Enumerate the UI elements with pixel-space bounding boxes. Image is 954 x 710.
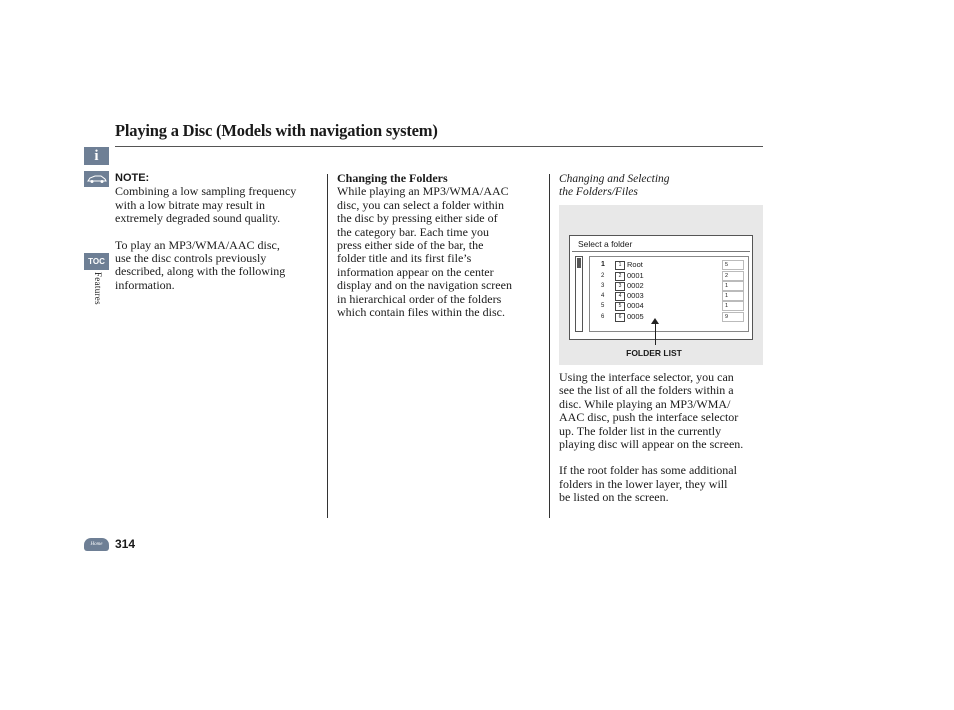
folder-name: 0002 (627, 281, 644, 290)
para-line: disc, you can select a folder within (337, 197, 504, 212)
folder-icon: 3 (615, 282, 625, 291)
para-line: be listed on the screen. (559, 490, 669, 505)
note-line: with a low bitrate may result in (115, 197, 265, 212)
folder-row[interactable] (590, 312, 748, 322)
folder-name: 0005 (627, 312, 644, 321)
row-number: 6 (601, 314, 605, 320)
para-line: Using the interface selector, you can (559, 370, 734, 384)
file-count: 1 (722, 291, 744, 301)
note-label: NOTE: (115, 172, 150, 184)
page-title: Playing a Disc (Models with navigation system) (115, 121, 438, 140)
file-count: 1 (722, 301, 744, 311)
folder-name: 0003 (627, 291, 644, 300)
figure-caption (559, 173, 759, 199)
row-number: 4 (601, 293, 605, 299)
page-number: 314 (115, 537, 136, 551)
column-2 (337, 172, 545, 319)
folder-row[interactable] (590, 281, 748, 291)
caption-line: Changing and Selecting (559, 173, 670, 185)
folder-icon: 4 (615, 292, 625, 301)
para-line: AAC disc, push the interface selector (559, 410, 739, 425)
para-line: information appear on the center (337, 264, 494, 279)
row-number: 3 (601, 283, 605, 289)
pointer-line (655, 323, 656, 345)
folder-icon: 5 (615, 302, 625, 311)
folder-list (589, 256, 749, 332)
car-icon[interactable] (84, 171, 109, 187)
folder-icon: 1 (615, 261, 625, 270)
info-icon-glyph: i (94, 147, 99, 164)
folder-name: Root (627, 260, 643, 269)
column-3 (559, 371, 769, 505)
folder-icon: 2 (615, 272, 625, 281)
note-line: Combining a low sampling frequency (115, 184, 297, 199)
para-line: folders in the lower layer, they will (559, 476, 728, 491)
file-count: 1 (722, 281, 744, 291)
para-line: use the disc controls previously (115, 251, 267, 266)
para-line: the disc by pressing either side of (337, 211, 498, 226)
para-line: folder title and its first file’s (337, 251, 472, 266)
folder-name: 0001 (627, 271, 644, 280)
folder-name: 0004 (627, 301, 644, 310)
scrollbar-thumb[interactable] (577, 258, 581, 268)
para-line: information. (115, 277, 175, 292)
para-line: While playing an MP3/WMA/AAC (337, 184, 509, 199)
car-icon-shape (86, 174, 108, 184)
row-number: 2 (601, 273, 605, 279)
info-icon[interactable] (84, 147, 109, 165)
toc-label: TOC (88, 257, 105, 266)
para-line: press either side of the bar, the (337, 238, 484, 253)
folder-row[interactable] (590, 291, 748, 301)
folder-list-screen (569, 235, 753, 340)
folder-icon: 6 (615, 313, 625, 322)
para-line: see the list of all the folders within a (559, 383, 734, 398)
para-line: described, along with the following (115, 264, 286, 279)
folder-row[interactable] (590, 260, 748, 270)
screen-title-divider (572, 251, 750, 252)
column-divider (549, 174, 550, 518)
scrollbar[interactable] (575, 256, 583, 332)
para-line: display and on the navigation screen (337, 278, 512, 293)
row-number: 1 (601, 261, 605, 268)
section-heading: Changing the Folders (337, 171, 448, 185)
caption-line: the Folders/Files (559, 186, 638, 198)
para-line: the category bar. Each time you (337, 224, 489, 239)
file-count: 5 (722, 260, 744, 270)
para-line: playing disc will appear on the screen. (559, 437, 744, 452)
para-line: To play an MP3/WMA/AAC disc, (115, 237, 280, 252)
para-line: disc. While playing an MP3/WMA/ (559, 396, 731, 411)
para-line: If the root folder has some additional (559, 463, 737, 478)
folder-row[interactable] (590, 301, 748, 311)
home-button[interactable] (84, 538, 109, 551)
home-label: Home (90, 542, 103, 547)
para-line: up. The folder list in the currently (559, 423, 722, 438)
column-1 (115, 172, 323, 292)
note-line: extremely degraded sound quality. (115, 211, 281, 226)
file-count: 9 (722, 312, 744, 322)
screen-title: Select a folder (578, 239, 633, 249)
toc-button[interactable] (84, 253, 109, 270)
file-count: 2 (722, 271, 744, 281)
row-number: 5 (601, 303, 605, 309)
figure-label: FOLDER LIST (626, 348, 682, 358)
para-line: in hierarchical order of the folders (337, 291, 502, 306)
title-divider (115, 146, 763, 147)
folder-row[interactable] (590, 271, 748, 281)
column-divider (327, 174, 328, 518)
para-line: which contain files within the disc. (337, 305, 505, 320)
section-label: Features (93, 272, 103, 305)
